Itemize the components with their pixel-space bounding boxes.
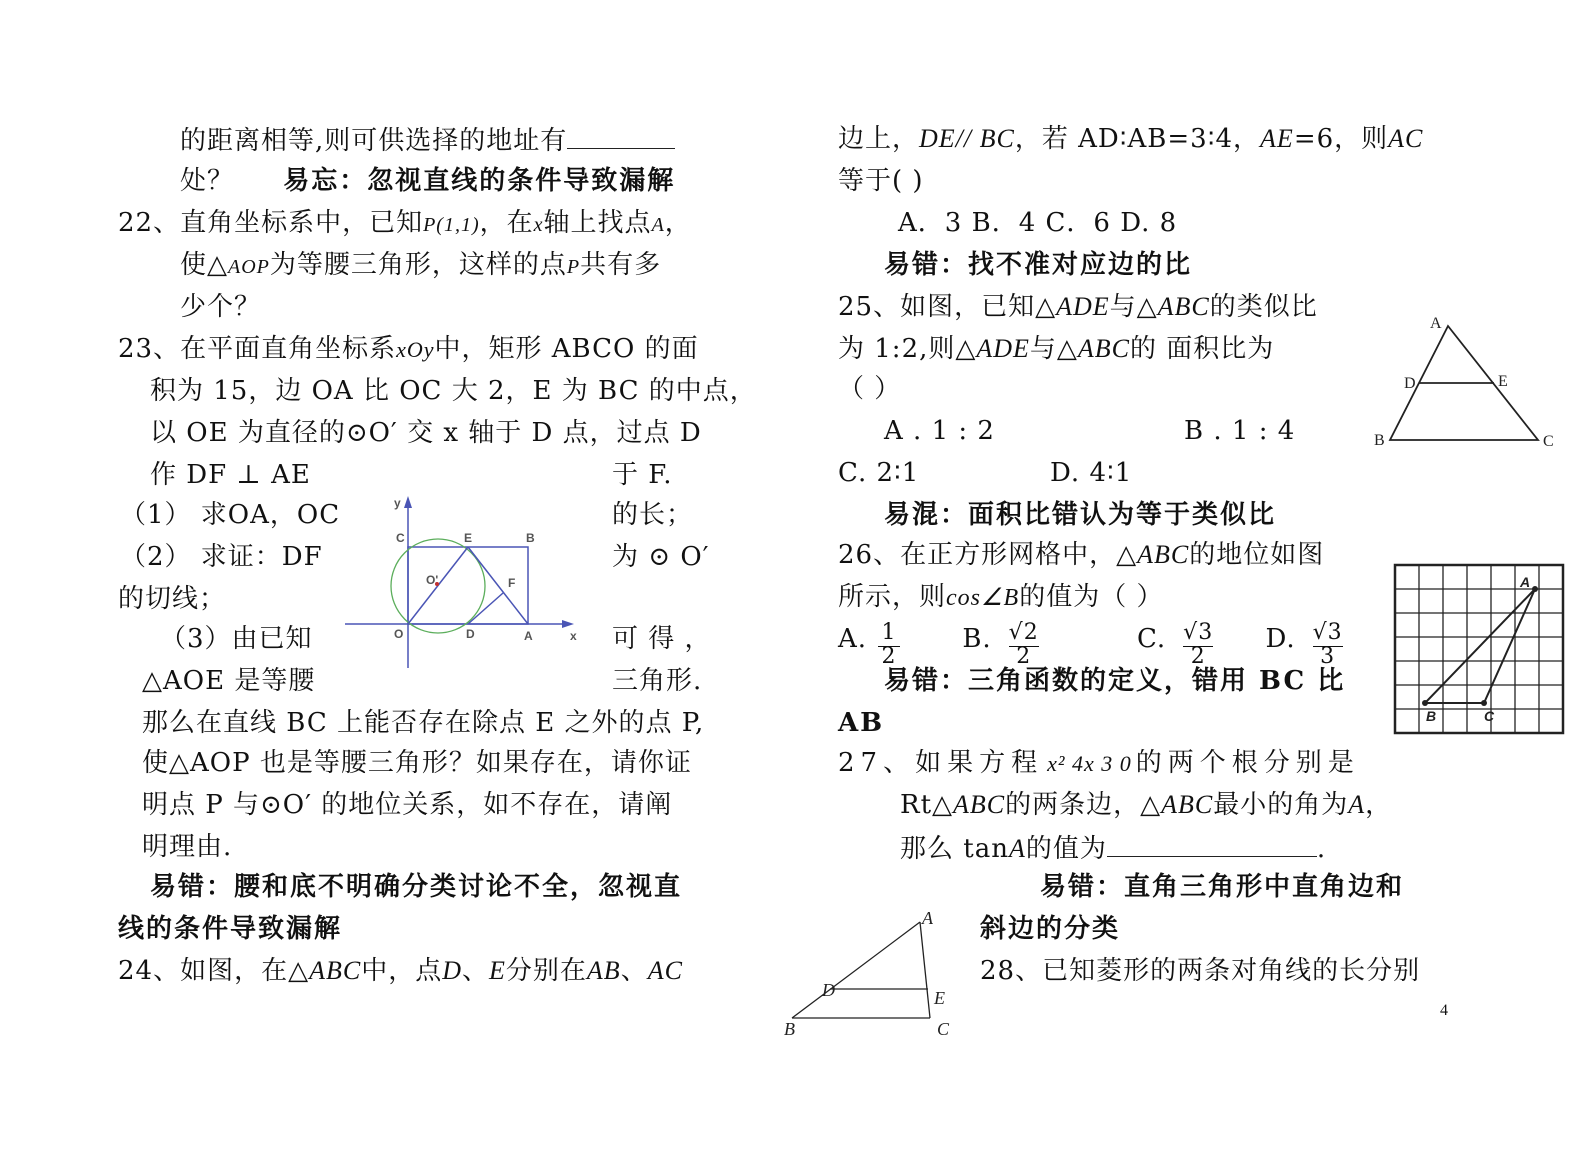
math: xOy bbox=[396, 337, 435, 362]
q26-options bbox=[838, 620, 1346, 669]
equation: x² 4x 3 0 bbox=[1047, 751, 1132, 776]
option-b: B. bbox=[962, 624, 992, 654]
question-25 bbox=[838, 290, 1318, 324]
label-e: E bbox=[934, 988, 945, 1008]
math: cos∠B bbox=[946, 585, 1020, 611]
text: 边上， bbox=[838, 124, 920, 154]
math: A bbox=[1348, 790, 1366, 819]
text-line: 为 ⊙ O′ bbox=[612, 542, 710, 572]
tip-heading: 易错：找不准对应边的比 bbox=[884, 250, 1193, 280]
math: AC bbox=[647, 956, 683, 985]
text: 、 bbox=[462, 956, 490, 986]
text: 与△ bbox=[1029, 334, 1078, 364]
text-line bbox=[180, 164, 675, 198]
text-line: （3）由已知 bbox=[160, 624, 313, 654]
option-a: A. bbox=[838, 624, 868, 654]
text: 最小的角为 bbox=[1213, 790, 1349, 820]
text: =6，则 bbox=[1293, 124, 1389, 154]
label-a: A bbox=[1520, 574, 1531, 590]
text: 25、如图，已知△ bbox=[838, 292, 1057, 322]
text: 中，矩形 ABCO 的面 bbox=[434, 334, 699, 364]
tip-heading: AB bbox=[838, 708, 885, 738]
segment-ab bbox=[792, 922, 920, 1018]
text-line bbox=[838, 580, 1163, 615]
text: 的类似比 bbox=[1209, 292, 1318, 322]
label-c: C bbox=[937, 1019, 950, 1039]
math: AOP bbox=[228, 256, 270, 278]
tip-heading: 斜边的分类 bbox=[980, 914, 1121, 944]
math: AC bbox=[1388, 124, 1424, 153]
text: 分别在 bbox=[505, 956, 587, 986]
text: 为等腰三角形，这样的点 bbox=[269, 250, 567, 280]
text: 22、直角坐标系中，已知 bbox=[118, 208, 424, 238]
label-o: O bbox=[394, 627, 404, 641]
label-c: C bbox=[1543, 433, 1554, 450]
label-d: D bbox=[822, 980, 835, 1000]
text: . bbox=[1316, 834, 1327, 864]
math: ADE bbox=[1056, 292, 1110, 321]
text: Rt△ bbox=[900, 790, 954, 820]
math: ABC bbox=[953, 790, 1006, 819]
option-c: C. 2∶1 bbox=[838, 458, 920, 488]
label-e: E bbox=[1498, 373, 1508, 390]
label-x: x bbox=[570, 629, 577, 643]
text: 为 1:2,则△ bbox=[838, 334, 977, 364]
text: 使△ bbox=[180, 250, 228, 280]
option-b: B . 1 : 4 bbox=[1184, 416, 1296, 446]
numerator: √3 bbox=[1183, 620, 1214, 645]
math: ABC bbox=[1161, 790, 1214, 819]
question-23 bbox=[118, 332, 699, 367]
text: 26、在正方形网格中，△ bbox=[838, 540, 1138, 570]
math: DE// BC bbox=[919, 124, 1015, 153]
text: 23、在平面直角坐标系 bbox=[118, 334, 397, 364]
text: ， bbox=[664, 208, 692, 238]
denominator: 2 bbox=[1190, 644, 1206, 669]
label-b: B bbox=[526, 531, 535, 545]
fraction-d bbox=[1310, 620, 1346, 669]
q25-triangle-figure bbox=[1370, 312, 1560, 452]
text: 的 面积比为 bbox=[1130, 334, 1275, 364]
text-line: 那么在直线 BC 上能否存在除点 E 之外的点 P, bbox=[142, 708, 705, 738]
math: ABC bbox=[1157, 292, 1210, 321]
label-d: D bbox=[466, 627, 475, 641]
text-line: △AOE 是等腰 bbox=[142, 666, 316, 696]
text-line: （2） 求证：DF bbox=[120, 542, 323, 572]
text: 24、如图，在△ bbox=[118, 956, 310, 986]
text-line: 作 DF ⊥ AE bbox=[150, 460, 311, 490]
math: ADE bbox=[976, 334, 1030, 363]
question-28: 28、已知菱形的两条对角线的长分别 bbox=[980, 956, 1421, 986]
math: AE bbox=[1260, 124, 1294, 153]
text-line: 可 得 ， bbox=[612, 624, 712, 654]
denominator: 2 bbox=[881, 644, 897, 669]
denominator: 3 bbox=[1320, 644, 1336, 669]
text: 与△ bbox=[1109, 292, 1158, 322]
text: 的值为（ ） bbox=[1019, 582, 1164, 612]
text-line bbox=[900, 788, 1392, 822]
option-d: D. 4∶1 bbox=[1050, 458, 1133, 488]
text-line bbox=[180, 122, 675, 158]
numerator: 1 bbox=[881, 620, 897, 645]
math: ABC bbox=[1077, 334, 1131, 363]
numerator: √2 bbox=[1008, 620, 1039, 645]
math: A bbox=[1008, 834, 1026, 863]
text-line bbox=[838, 332, 1274, 366]
label-a: A bbox=[922, 908, 933, 928]
text: 共有多 bbox=[580, 250, 662, 280]
q23-coordinate-figure bbox=[340, 490, 590, 675]
text: 所示，则 bbox=[838, 582, 947, 612]
text-line: 少个？ bbox=[180, 292, 262, 322]
question-22 bbox=[118, 206, 692, 242]
label-o1: O' bbox=[426, 573, 439, 587]
text: ，若 AD∶AB=3∶4， bbox=[1014, 124, 1261, 154]
text-line bbox=[180, 248, 661, 284]
q24-triangle-figure bbox=[778, 908, 958, 1043]
segment-ac bbox=[920, 922, 930, 1018]
option-a: A . 1 : 2 bbox=[884, 416, 995, 446]
grid-border bbox=[1395, 565, 1563, 733]
option-d: D. bbox=[1265, 624, 1296, 654]
label-b: B bbox=[1374, 432, 1385, 449]
fraction-c bbox=[1180, 620, 1216, 669]
text: 、 bbox=[620, 956, 648, 986]
label-a: A bbox=[1430, 315, 1442, 332]
math: P(1,1) bbox=[423, 214, 480, 236]
text-line: 于 F. bbox=[612, 460, 673, 490]
text-line: 等于( ) bbox=[838, 166, 924, 196]
text-line bbox=[838, 122, 1423, 156]
text-line: 明点 P 与⊙O′ 的地位关系，如不存在，请阐 bbox=[142, 790, 673, 820]
math: A bbox=[651, 214, 665, 236]
text: 的距离相等,则可供选择的地址有 bbox=[180, 126, 568, 156]
label-c: C bbox=[1484, 708, 1495, 724]
option-c: C. bbox=[1136, 624, 1167, 654]
math: ABC bbox=[309, 956, 362, 985]
text: 的两个根分别是 bbox=[1135, 748, 1360, 778]
text: 的地位如图 bbox=[1189, 540, 1325, 570]
text-line: 三角形. bbox=[612, 666, 703, 696]
numerator: √3 bbox=[1312, 620, 1343, 645]
segment-df bbox=[468, 593, 503, 624]
text-line: 使△AOP 也是等腰三角形？如果存在，请你证 bbox=[142, 748, 692, 778]
text: 的两条边，△ bbox=[1005, 790, 1162, 820]
answer-blank bbox=[1107, 830, 1317, 857]
label-b: B bbox=[784, 1019, 795, 1039]
math: x bbox=[533, 214, 544, 236]
y-axis-arrow bbox=[404, 496, 412, 508]
math: AB bbox=[586, 956, 621, 985]
question-26 bbox=[838, 538, 1324, 572]
tip-heading: 易错：直角三角形中直角边和 bbox=[1040, 872, 1405, 902]
text: 那么 tan bbox=[900, 834, 1009, 864]
text: 中，点 bbox=[361, 956, 443, 986]
text: 处？ bbox=[180, 166, 235, 196]
question-27 bbox=[838, 746, 1360, 781]
tip-heading: 易忘：忽视直线的条件导致漏解 bbox=[283, 166, 676, 196]
page-number: 4 bbox=[1440, 1002, 1448, 1019]
text-line: 积为 15，边 OA 比 OC 大 2，E 为 BC 的中点， bbox=[150, 376, 757, 406]
label-e: E bbox=[464, 531, 473, 545]
fraction-a bbox=[875, 620, 903, 669]
x-axis-arrow bbox=[562, 620, 574, 628]
label-y: y bbox=[394, 496, 401, 510]
question-24 bbox=[118, 954, 683, 988]
text-line: （1） 求OA，OC bbox=[120, 500, 341, 530]
tip-heading: 线的条件导致漏解 bbox=[118, 914, 343, 944]
tip-heading: 易错：腰和底不明确分类讨论不全，忽视直 bbox=[150, 872, 683, 902]
text: ， bbox=[1365, 790, 1393, 820]
text: 的值为 bbox=[1025, 834, 1107, 864]
fraction-b bbox=[1006, 620, 1042, 669]
text: 轴上找点 bbox=[543, 208, 652, 238]
math: E bbox=[489, 956, 506, 985]
math: P bbox=[566, 256, 581, 278]
denominator: 2 bbox=[1016, 644, 1032, 669]
label-f: F bbox=[508, 576, 516, 590]
label-b: B bbox=[1426, 708, 1437, 724]
triangle-abc bbox=[1425, 589, 1535, 703]
text-line: 明理由. bbox=[142, 832, 233, 862]
text: ，在 bbox=[479, 208, 534, 238]
text-line bbox=[900, 830, 1326, 866]
text-line: 以 OE 为直径的⊙O′ 交 x 轴于 D 点，过点 D bbox=[150, 418, 702, 448]
tip-heading: 易错：三角函数的定义，错用 BC 比 bbox=[884, 666, 1346, 696]
q26-grid-figure bbox=[1392, 562, 1567, 737]
math: D bbox=[442, 956, 462, 985]
label-d: D bbox=[1404, 375, 1416, 392]
text: 27、如果方程 bbox=[838, 748, 1044, 778]
tip-heading: 易混：面积比错认为等于类似比 bbox=[884, 500, 1277, 530]
label-c: C bbox=[396, 531, 405, 545]
text-line: 的长； bbox=[612, 500, 694, 530]
label-a: A bbox=[524, 629, 533, 643]
math: ABC bbox=[1137, 540, 1190, 569]
options: A．3 B．4 C．6 D. 8 bbox=[898, 208, 1178, 238]
answer-blank bbox=[567, 122, 675, 149]
text-line: （ ） bbox=[838, 374, 902, 404]
text-line: 的切线； bbox=[118, 584, 227, 614]
